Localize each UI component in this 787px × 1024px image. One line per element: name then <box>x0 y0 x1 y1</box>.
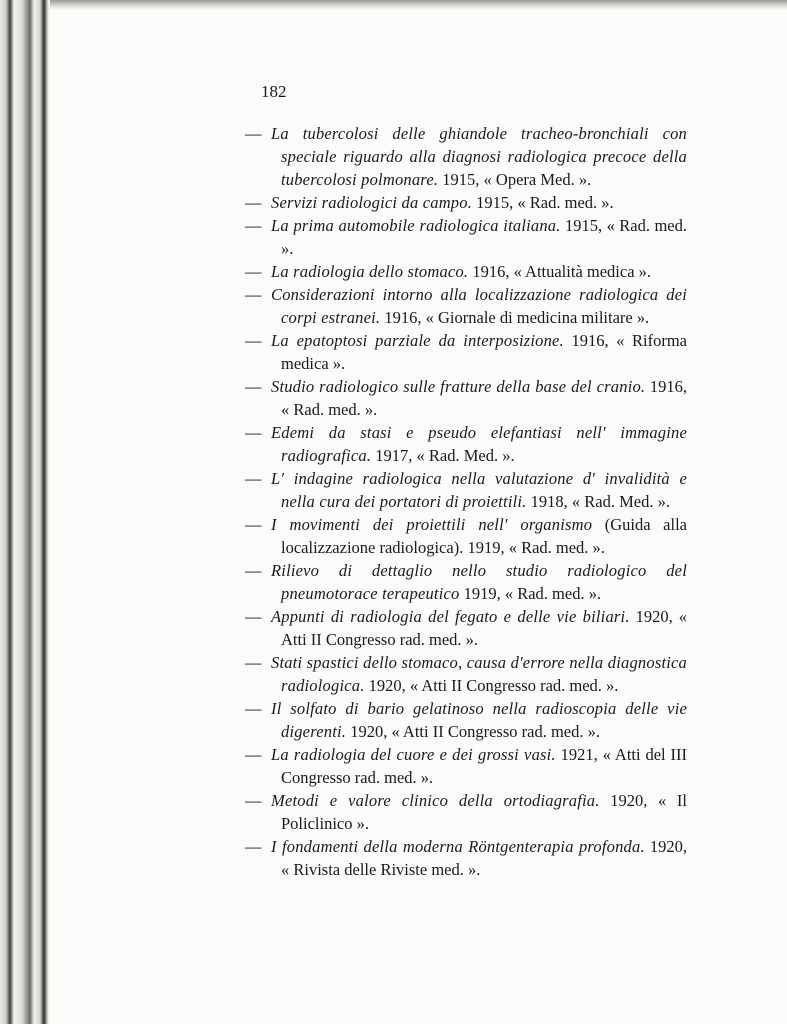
entry-dash: — <box>245 653 262 672</box>
entry-publication: 1918, « Rad. Med. ». <box>526 492 670 511</box>
entry-dash: — <box>245 216 262 235</box>
entry-dash: — <box>245 262 262 281</box>
entry-title: Il solfato di bario gelatinoso nella radioscopia delle vie digerenti. <box>271 699 687 741</box>
entry-dash: — <box>245 745 262 764</box>
entry-publication: 1920, « Il Policlinico ». <box>281 791 687 833</box>
entry-publication: 1919, « Rad. med. ». <box>459 584 602 603</box>
entry-publication: 1916, « Riforma medica ». <box>281 331 687 373</box>
bibliography-entry <box>245 122 687 191</box>
bibliography-entry <box>245 467 687 513</box>
entry-dash: — <box>245 423 262 442</box>
entry-publication: 1916, « Rad. med. ». <box>281 377 688 419</box>
bibliography-entry <box>245 421 687 467</box>
bibliography-entry <box>245 835 687 881</box>
entry-dash: — <box>245 837 262 856</box>
entry-publication: 1920, « Atti II Congresso rad. med. ». <box>364 676 619 695</box>
bibliography-list <box>245 122 687 881</box>
entry-publication: 1920, « Atti II Congresso rad. med. ». <box>346 722 600 741</box>
bibliography-entry <box>245 214 687 260</box>
entry-dash: — <box>245 469 262 488</box>
entry-dash: — <box>245 607 262 626</box>
entry-publication: 1915, « Rad. med. ». <box>281 216 687 258</box>
entry-dash: — <box>245 561 262 580</box>
entry-publication: 1915, « Rad. med. ». <box>472 193 614 212</box>
entry-publication: 1915, « Opera Med. ». <box>438 170 592 189</box>
bibliography-entry <box>245 743 687 789</box>
page-number: 182 <box>261 82 287 101</box>
entry-title: Studio radiologico sulle fratture della base del cranio. <box>271 377 646 396</box>
entry-publication: 1920, « Rivista delle Riviste med. ». <box>281 837 687 879</box>
entry-title: Metodi e valore clinico della ortodiagrafia. <box>271 791 600 810</box>
entry-publication: (Guida alla localizzazione radiologica). 1919, « Rad. med. ». <box>281 515 688 557</box>
entry-title: I movimenti dei proiettili nell' organismo <box>271 515 593 534</box>
entry-title: Rilievo di dettaglio nello studio radiologico del pneumotorace terapeutico <box>271 561 687 603</box>
entry-title: La epatoptosi parziale da interposizione. <box>271 331 564 350</box>
bibliography-entry <box>245 789 687 835</box>
bibliography-entry <box>245 513 687 559</box>
entry-title: La tubercolosi delle ghiandole tracheo-bronchiali con speciale riguardo alla diagnosi radiologica precoce della tubercolosi polmonare. <box>271 124 687 189</box>
bibliography-entry <box>245 375 687 421</box>
entry-title: L' indagine radiologica nella valutazione d' invalidità e nella cura dei portatori di proiettili. <box>271 469 687 511</box>
scan-binding-edge <box>0 0 50 1024</box>
bibliography-entry <box>245 605 687 651</box>
entry-publication: 1921, « Atti del III Congresso rad. med. ». <box>281 745 687 787</box>
entry-dash: — <box>245 377 262 396</box>
bibliography-entry <box>245 559 687 605</box>
entry-title: Appunti di radiologia del fegato e delle vie biliari. <box>271 607 630 626</box>
entry-dash: — <box>245 791 262 810</box>
entry-publication: 1916, « Attualità medica ». <box>468 262 652 281</box>
entry-title: Edemi da stasi e pseudo elefantiasi nell' immagine radiografica. <box>271 423 687 465</box>
entry-dash: — <box>245 331 262 350</box>
entry-dash: — <box>245 193 262 212</box>
bibliography-entry <box>245 697 687 743</box>
bibliography-entry <box>245 651 687 697</box>
entry-title: La radiologia del cuore e dei grossi vasi. <box>271 745 556 764</box>
bibliography-entry <box>245 329 687 375</box>
entry-title: Servizi radiologici da campo. <box>271 193 473 212</box>
bibliography-entry <box>245 283 687 329</box>
entry-dash: — <box>245 285 262 304</box>
entry-title: La radiologia dello stomaco. <box>271 262 469 281</box>
entry-title: I fondamenti della moderna Röntgenterapia profonda. <box>271 837 645 856</box>
entry-publication: 1916, « Giornale di medicina militare ». <box>380 308 650 327</box>
bibliography-entry <box>245 260 687 283</box>
entry-title: Stati spastici dello stomaco, causa d'errore nella diagnostica radiologica. <box>271 653 687 695</box>
entry-title: Considerazioni intorno alla localizzazione radiologica dei corpi estranei. <box>271 285 687 327</box>
entry-dash: — <box>245 515 262 534</box>
entry-title: La prima automobile radiologica italiana. <box>271 216 561 235</box>
scan-top-edge <box>0 0 787 10</box>
entry-publication: 1917, « Rad. Med. ». <box>371 446 515 465</box>
bibliography-entry <box>245 191 687 214</box>
entry-publication: 1920, « Atti II Congresso rad. med. ». <box>281 607 688 649</box>
entry-dash: — <box>245 699 262 718</box>
entry-dash: — <box>245 124 262 143</box>
